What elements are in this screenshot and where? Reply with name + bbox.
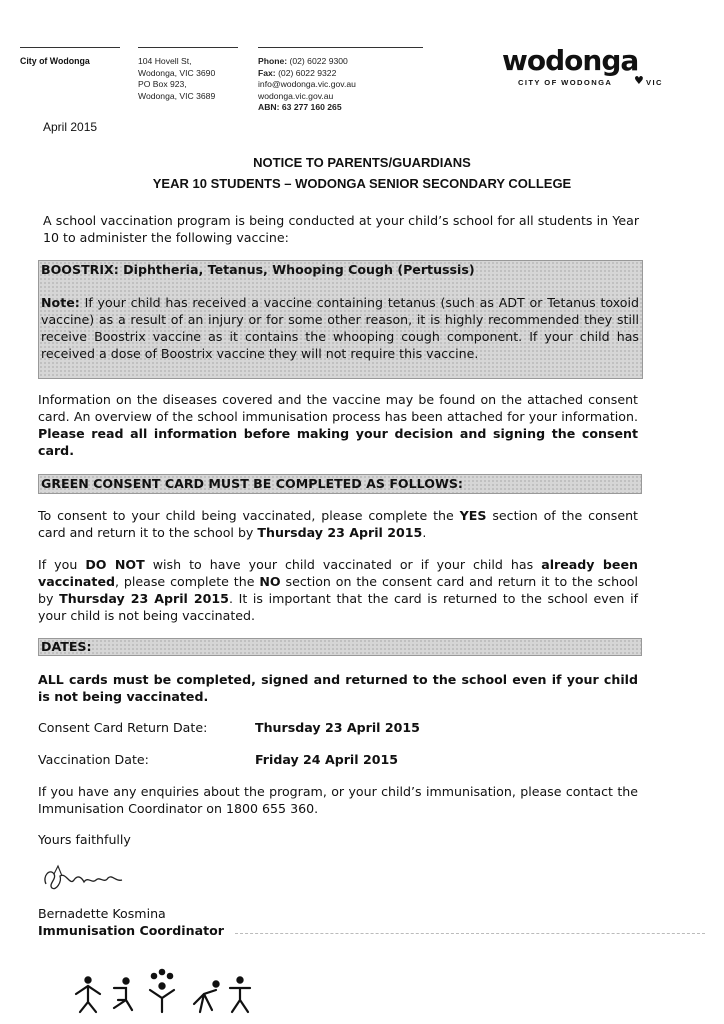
consent-text-b: section of the consent card and return it to the school by bbox=[38, 508, 638, 540]
phone-number: (02) 6022 9300 bbox=[289, 56, 348, 66]
address-line: 104 Hovell St, bbox=[138, 56, 192, 66]
no-do-not: DO NOT bbox=[85, 557, 145, 572]
notice-subtitle: YEAR 10 STUDENTS – WODONGA SENIOR SECONDARY COLLEGE bbox=[152, 176, 572, 191]
header-rule-3 bbox=[258, 47, 423, 48]
email-link[interactable]: info@wodonga.vic.gov.au bbox=[258, 79, 356, 89]
logo-subtitle: CITY OF WODONGA bbox=[518, 78, 613, 87]
info-bold: Please read all information before making your decision and signing the consent card. bbox=[38, 426, 638, 458]
header-rule-2 bbox=[138, 47, 238, 48]
phone-label: Phone: bbox=[258, 56, 288, 66]
address-line: PO Box 923, bbox=[138, 79, 187, 89]
consent-yes: YES bbox=[459, 508, 487, 523]
no-date: Thursday 23 April 2015 bbox=[59, 591, 229, 606]
info-paragraph bbox=[38, 391, 638, 459]
signer-title: Immunisation Coordinator bbox=[38, 923, 224, 938]
no-text-b: wish to have your child vaccinated or if your child has bbox=[152, 557, 534, 572]
wodonga-logo bbox=[496, 42, 671, 90]
closing: Yours faithfully bbox=[38, 832, 131, 847]
vaccination-date-value: Friday 24 April 2015 bbox=[255, 752, 398, 767]
address-line: Wodonga, VIC 3689 bbox=[138, 90, 216, 101]
note-text: If your child has received a vaccine containing tetanus (such as ADT or Tetanus toxoid vaccine) as a result of an injury or for some other reason, it is highly recommended they still receive Boostrix vaccine as it contains the whooping cough component. If your child has received a dose of Boostrix vaccine they will not require this vaccine. bbox=[41, 295, 640, 361]
vaccination-date-label: Vaccination Date: bbox=[38, 752, 149, 767]
no-text-c: , please complete the bbox=[115, 574, 255, 589]
no-already: already been vaccinated bbox=[38, 557, 638, 589]
no-text-d: section on the consent card and return it to the school by bbox=[38, 574, 638, 606]
vaccine-heading: BOOSTRIX: Diphtheria, Tetanus, Whooping Cough (Pertussis) bbox=[41, 262, 475, 277]
header-rule-1 bbox=[20, 47, 120, 48]
abn-label: ABN: bbox=[258, 102, 280, 112]
logo-vic: VIC bbox=[646, 78, 663, 87]
consent-return-label: Consent Card Return Date: bbox=[38, 720, 208, 735]
consent-text-c: . bbox=[422, 525, 427, 540]
decorative-figures-icon bbox=[70, 968, 260, 1016]
fax-label: Fax: bbox=[258, 67, 276, 78]
web-link[interactable]: wodonga.vic.gov.au bbox=[258, 90, 334, 101]
signature-image bbox=[40, 862, 130, 896]
no-no: NO bbox=[259, 574, 281, 589]
footer-rule bbox=[235, 933, 705, 934]
logo-heart-icon: ♥ bbox=[634, 74, 644, 87]
consent-text-a: To consent to your child being vaccinated, please complete the bbox=[38, 508, 454, 523]
signer-name: Bernadette Kosmina bbox=[38, 906, 166, 921]
logo-word: wodonga bbox=[502, 44, 639, 77]
notice-title: NOTICE TO PARENTS/GUARDIANS bbox=[253, 155, 471, 170]
green-card-heading: GREEN CONSENT CARD MUST BE COMPLETED AS FOLLOWS: bbox=[41, 476, 463, 491]
contact-block bbox=[258, 56, 356, 114]
abn-number: 63 277 160 265 bbox=[281, 102, 342, 112]
address-block bbox=[138, 56, 215, 102]
note-label: Note: bbox=[41, 295, 80, 310]
no-text-e: . It is important that the card is returned to the school even if your child is not being vaccinated. bbox=[38, 591, 638, 623]
consent-return-value: Thursday 23 April 2015 bbox=[255, 720, 420, 735]
enquiries-paragraph: If you have any enquiries about the program, or your child’s immunisation, please contact the Immunisation Coordinator on 1800 655 360. bbox=[38, 784, 638, 816]
city-name: City of Wodonga bbox=[20, 56, 90, 66]
no-paragraph bbox=[38, 556, 638, 624]
intro-paragraph: A school vaccination program is being conducted at your child’s school for all students in Year 10 to administer the following vaccine: bbox=[43, 213, 639, 245]
no-text-a: If you bbox=[38, 557, 78, 572]
info-text: Information on the diseases covered and the vaccine may be found on the attached consent card. An overview of the school immunisation process has been attached for your information. bbox=[38, 392, 638, 424]
dates-heading: DATES: bbox=[41, 639, 92, 654]
address-line: Wodonga, VIC 3690 bbox=[138, 67, 216, 78]
vaccine-note bbox=[41, 294, 639, 362]
fax-number: (02) 6022 9322 bbox=[278, 67, 337, 78]
letter-date: April 2015 bbox=[43, 120, 98, 134]
dates-heading-bar bbox=[38, 638, 642, 656]
consent-paragraph bbox=[38, 507, 638, 541]
all-cards-notice: ALL cards must be completed, signed and returned to the school even if your child is not being vaccinated. bbox=[38, 672, 638, 704]
consent-date: Thursday 23 April 2015 bbox=[257, 525, 423, 540]
